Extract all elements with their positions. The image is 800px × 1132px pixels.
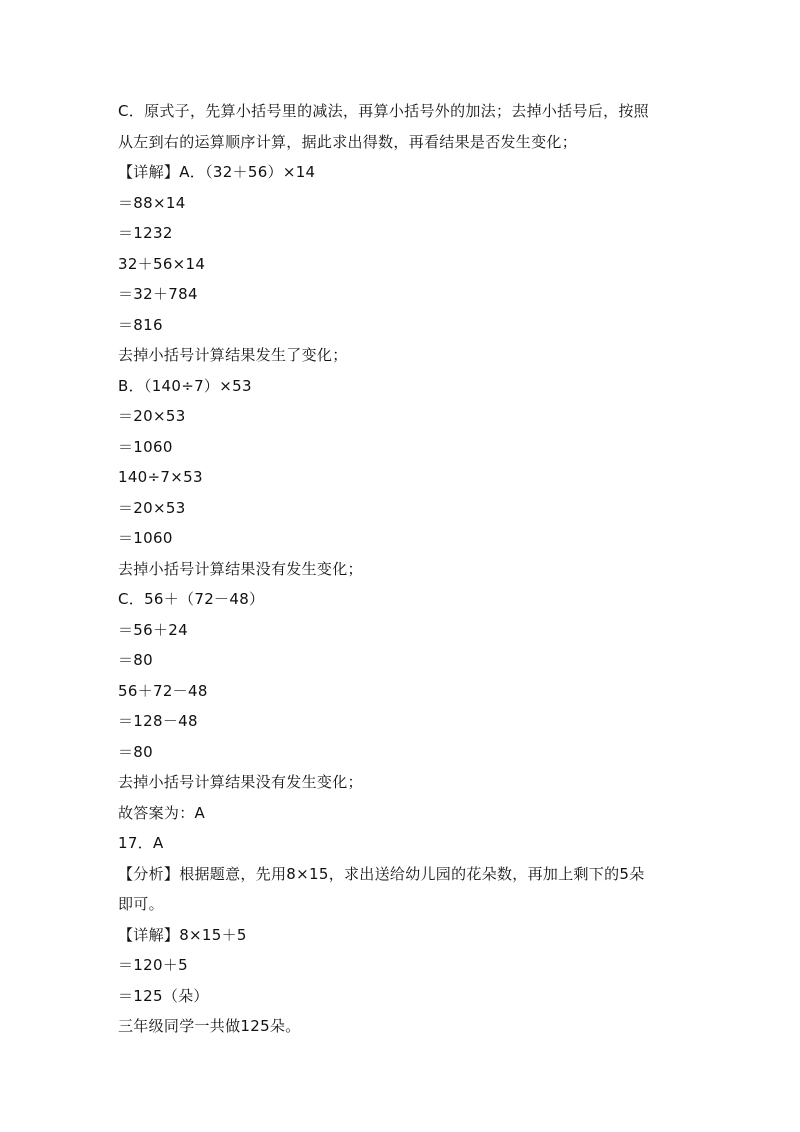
text-line: ＝1060 — [118, 437, 173, 456]
text-line: 【详解】A．（32＋56）×14 — [118, 163, 316, 181]
text-line: 56＋72－48 — [118, 681, 208, 700]
text-line: ＝56＋24 — [118, 620, 188, 639]
text-line: 去掉小括号计算结果发生了变化； — [118, 346, 348, 364]
text-line: ＝816 — [118, 315, 163, 334]
text-line: C．56＋（72－48） — [118, 590, 265, 608]
text-line: C．原式子，先算小括号里的减法，再算小括号外的加法；去掉小括号后，按照 — [118, 102, 649, 120]
text-line: 故答案为：A — [118, 803, 206, 822]
text-line: ＝20×53 — [118, 498, 186, 517]
text-line: ＝1060 — [118, 529, 173, 547]
text-line: 32＋56×14 — [118, 254, 206, 273]
text-line: 【分析】根据题意，先用8×15，求出送给幼儿园的花朵数，再加上剩下的5朵 — [118, 864, 645, 883]
text-line: 去掉小括号计算结果没有发生变化； — [118, 773, 363, 791]
text-line: 【详解】8×15＋5 — [118, 925, 247, 944]
text-line: ＝88×14 — [118, 193, 186, 212]
solution-text — [118, 96, 698, 1042]
text-line: ＝125（朵） — [118, 986, 209, 1005]
text-line: ＝80 — [118, 742, 153, 761]
text-line: ＝128－48 — [118, 712, 198, 730]
text-line: 140÷7×53 — [118, 468, 203, 486]
text-line: 即可。 — [118, 895, 164, 913]
text-line: B．（140÷7）×53 — [118, 376, 252, 395]
text-line: 从左到右的运算顺序计算，据此求出得数，再看结果是否发生变化； — [118, 132, 578, 151]
text-line: ＝80 — [118, 651, 153, 669]
text-line: ＝20×53 — [118, 407, 186, 425]
text-line: ＝1232 — [118, 224, 173, 242]
text-line: 17．A — [118, 834, 164, 852]
text-line: 去掉小括号计算结果没有发生变化； — [118, 559, 363, 578]
text-line: ＝120＋5 — [118, 956, 188, 974]
text-line: 三年级同学一共做125朵。 — [118, 1017, 301, 1035]
text-line: ＝32＋784 — [118, 285, 198, 303]
